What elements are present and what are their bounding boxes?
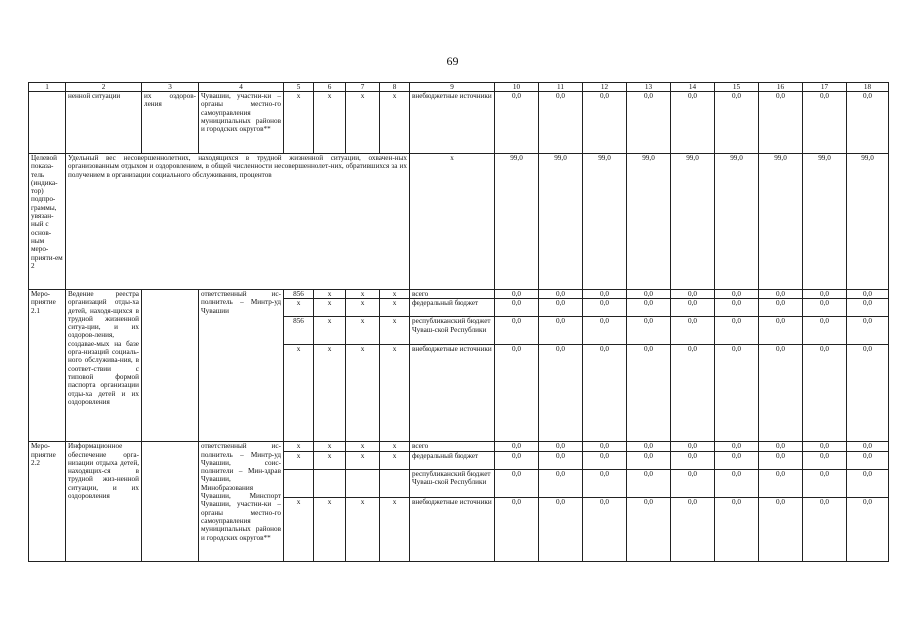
cell: 0,0 [671, 451, 715, 469]
cell: х [314, 497, 346, 561]
cell: республиканский бюджет Чуваш-ской Республики [410, 469, 495, 497]
cell: 0,0 [759, 345, 803, 442]
col-header: 4 [199, 83, 284, 92]
cell: федеральный бюджет [410, 451, 495, 469]
cell: 0,0 [539, 345, 583, 442]
col-header: 11 [539, 83, 583, 92]
cell: х [380, 451, 410, 469]
cell: х [380, 497, 410, 561]
cell: 0,0 [495, 92, 539, 154]
col-header: 6 [314, 83, 346, 92]
empty-cell [142, 442, 199, 561]
col-header: 8 [380, 83, 410, 92]
cell: 0,0 [539, 497, 583, 561]
cell: х [314, 92, 346, 154]
cell: 0,0 [759, 92, 803, 154]
cell: 0,0 [847, 345, 889, 442]
cell: 0,0 [583, 442, 627, 451]
empty-cell [346, 469, 380, 497]
cell: федеральный бюджет [410, 299, 495, 317]
cell: 0,0 [715, 451, 759, 469]
cell: 0,0 [759, 442, 803, 451]
cell: 0,0 [759, 290, 803, 299]
col-header: 9 [410, 83, 495, 92]
cell: 0,0 [627, 290, 671, 299]
cell: 0,0 [847, 290, 889, 299]
cell: 99,0 [803, 154, 847, 290]
cell: 0,0 [759, 497, 803, 561]
cell: 0,0 [715, 345, 759, 442]
cell: 0,0 [759, 299, 803, 317]
cell: 0,0 [539, 299, 583, 317]
indicator-label: Целевой показа-тель (индика-тор) подпро-граммы, увязан-ный с основ-ным меро-прияти-ем 2 [29, 154, 66, 290]
cell: х [346, 290, 380, 299]
col-header: 10 [495, 83, 539, 92]
table-row [29, 92, 889, 154]
cell: 0,0 [847, 451, 889, 469]
cell: 99,0 [715, 154, 759, 290]
cell: 0,0 [759, 469, 803, 497]
cell: х [314, 317, 346, 345]
cell: 0,0 [671, 442, 715, 451]
cell: 0,0 [715, 317, 759, 345]
indicator-text: Удельный вес несовершеннолетних, находящихся в трудной жизненной ситуации, охвачен-ных организованным отдыхом и оздоровлением, в общей численности несовершеннолет-них, обратившихся за их получением в организации социального обслуживания, процентов [66, 154, 410, 290]
cell: 0,0 [671, 469, 715, 497]
cell: 0,0 [759, 451, 803, 469]
cell: 0,0 [583, 497, 627, 561]
indicator-row [29, 154, 889, 290]
cell: х [346, 451, 380, 469]
cell: 0,0 [627, 92, 671, 154]
cell: 99,0 [671, 154, 715, 290]
cell: 0,0 [671, 299, 715, 317]
cell: их оздоров-ления [142, 92, 199, 154]
cell: х [284, 451, 314, 469]
col-header: 5 [284, 83, 314, 92]
cell: 99,0 [583, 154, 627, 290]
cell: х [314, 442, 346, 451]
cell: х [346, 442, 380, 451]
cell: 0,0 [847, 317, 889, 345]
cell: 0,0 [539, 92, 583, 154]
column-number-row [29, 83, 889, 92]
cell: 856 [284, 290, 314, 299]
cell: х [380, 442, 410, 451]
cell: х [314, 299, 346, 317]
empty-cell [380, 469, 410, 497]
cell: х [380, 290, 410, 299]
cell: 0,0 [803, 345, 847, 442]
table-row [29, 290, 889, 299]
cell: 0,0 [715, 92, 759, 154]
cell: 0,0 [627, 317, 671, 345]
cell: 0,0 [583, 469, 627, 497]
activity-label: Меро-приятие 2.1 [29, 290, 66, 442]
cell: всего [410, 290, 495, 299]
cell: 0,0 [495, 345, 539, 442]
cell: 0,0 [803, 299, 847, 317]
cell: 0,0 [803, 469, 847, 497]
empty-cell [29, 92, 66, 154]
cell: 0,0 [847, 92, 889, 154]
cell: 0,0 [627, 442, 671, 451]
col-header: 18 [847, 83, 889, 92]
cell: 0,0 [495, 497, 539, 561]
col-header: 13 [627, 83, 671, 92]
cell: 0,0 [803, 497, 847, 561]
cell: 0,0 [583, 92, 627, 154]
cell: всего [410, 442, 495, 451]
col-header: 1 [29, 83, 66, 92]
cell: 0,0 [671, 92, 715, 154]
cell: 0,0 [715, 442, 759, 451]
cell: 0,0 [803, 290, 847, 299]
budget-table [28, 82, 889, 562]
cell: х [410, 154, 495, 290]
cell: х [284, 497, 314, 561]
empty-cell [284, 469, 314, 497]
page-number: 69 [446, 54, 459, 68]
cell: 0,0 [539, 469, 583, 497]
cell: 0,0 [671, 317, 715, 345]
cell: 0,0 [583, 290, 627, 299]
cell: 0,0 [495, 469, 539, 497]
cell: х [346, 299, 380, 317]
activity-executor: ответственный ис-полнитель – Минтр-уд Чувашии, соис-полнители – Мин-здрав Чувашии, Минобразования Чувашии, Минспорт Чувашии, участни-ки – органы местно-го самоуправления муниципальных районов и городских округов** [199, 442, 284, 561]
cell: 0,0 [803, 451, 847, 469]
cell: 0,0 [715, 469, 759, 497]
cell: х [314, 290, 346, 299]
empty-cell [142, 290, 199, 442]
cell: 0,0 [539, 317, 583, 345]
cell: 0,0 [715, 299, 759, 317]
cell: 99,0 [627, 154, 671, 290]
col-header: 2 [66, 83, 142, 92]
cell: 0,0 [847, 442, 889, 451]
cell: 0,0 [627, 345, 671, 442]
cell: внебюджетные источники [410, 92, 495, 154]
cell: х [346, 317, 380, 345]
cell: 0,0 [583, 317, 627, 345]
cell: 0,0 [803, 92, 847, 154]
cell: 0,0 [715, 290, 759, 299]
table-row [29, 442, 889, 451]
cell: 0,0 [495, 442, 539, 451]
cell: 856 [284, 317, 314, 345]
cell: республиканский бюджет Чуваш-ской Республики [410, 317, 495, 345]
cell: 0,0 [495, 451, 539, 469]
activity-name: Информационное обеспечение орга-низации отдыха детей, находящих-ся в трудной жиз-ненной ситуации, и их оздоровления [66, 442, 142, 561]
activity-label: Меро-приятие 2.2 [29, 442, 66, 561]
col-header: 15 [715, 83, 759, 92]
col-header: 16 [759, 83, 803, 92]
cell: х [380, 299, 410, 317]
cell: х [346, 497, 380, 561]
activity-name: Ведение реестра организаций отды-ха детей, находя-щихся в трудной жизненной ситуа-ции, и их оздоров-ления, создавае-мых на базе орга-низаций социаль-ного обслужива-ния, в соответ-ствии с типовой формой паспорта организации отды-ха детей и их оздоровления [66, 290, 142, 442]
cell: 99,0 [495, 154, 539, 290]
cell: х [346, 345, 380, 442]
cell: 0,0 [583, 345, 627, 442]
cell: 0,0 [583, 451, 627, 469]
cell: 0,0 [847, 299, 889, 317]
activity-executor: ответственный ис-полнитель – Минтр-уд Чувашии [199, 290, 284, 442]
cell: 0,0 [803, 442, 847, 451]
cell: х [380, 92, 410, 154]
cell: х [284, 299, 314, 317]
cell: х [284, 442, 314, 451]
cell: 0,0 [583, 299, 627, 317]
cell: 0,0 [671, 290, 715, 299]
col-header: 17 [803, 83, 847, 92]
cell: 0,0 [627, 451, 671, 469]
cell: х [284, 345, 314, 442]
cell: Чувашии, участни-ки – органы местно-го самоуправления муниципальных районов и городских округов** [199, 92, 284, 154]
cell: 0,0 [715, 497, 759, 561]
cell: 99,0 [847, 154, 889, 290]
cell: 0,0 [759, 317, 803, 345]
cell: 0,0 [539, 451, 583, 469]
cell: х [346, 92, 380, 154]
cell: 99,0 [539, 154, 583, 290]
cell: 0,0 [627, 497, 671, 561]
cell: 0,0 [495, 317, 539, 345]
cell: х [380, 345, 410, 442]
cell: 0,0 [495, 299, 539, 317]
cell: х [314, 451, 346, 469]
cell: 99,0 [759, 154, 803, 290]
cell: х [284, 92, 314, 154]
cell: внебюджетные источники [410, 497, 495, 561]
cell: 0,0 [847, 469, 889, 497]
cell: 0,0 [803, 317, 847, 345]
cell: 0,0 [627, 469, 671, 497]
col-header: 12 [583, 83, 627, 92]
cell: ненной ситуации [66, 92, 142, 154]
cell: х [314, 345, 346, 442]
cell: 0,0 [539, 290, 583, 299]
cell: внебюджетные источники [410, 345, 495, 442]
cell: 0,0 [847, 497, 889, 561]
empty-cell [314, 469, 346, 497]
cell: 0,0 [627, 299, 671, 317]
cell: 0,0 [671, 345, 715, 442]
cell: 0,0 [495, 290, 539, 299]
col-header: 14 [671, 83, 715, 92]
cell: 0,0 [671, 497, 715, 561]
col-header: 3 [142, 83, 199, 92]
col-header: 7 [346, 83, 380, 92]
cell: 0,0 [539, 442, 583, 451]
cell: х [380, 317, 410, 345]
